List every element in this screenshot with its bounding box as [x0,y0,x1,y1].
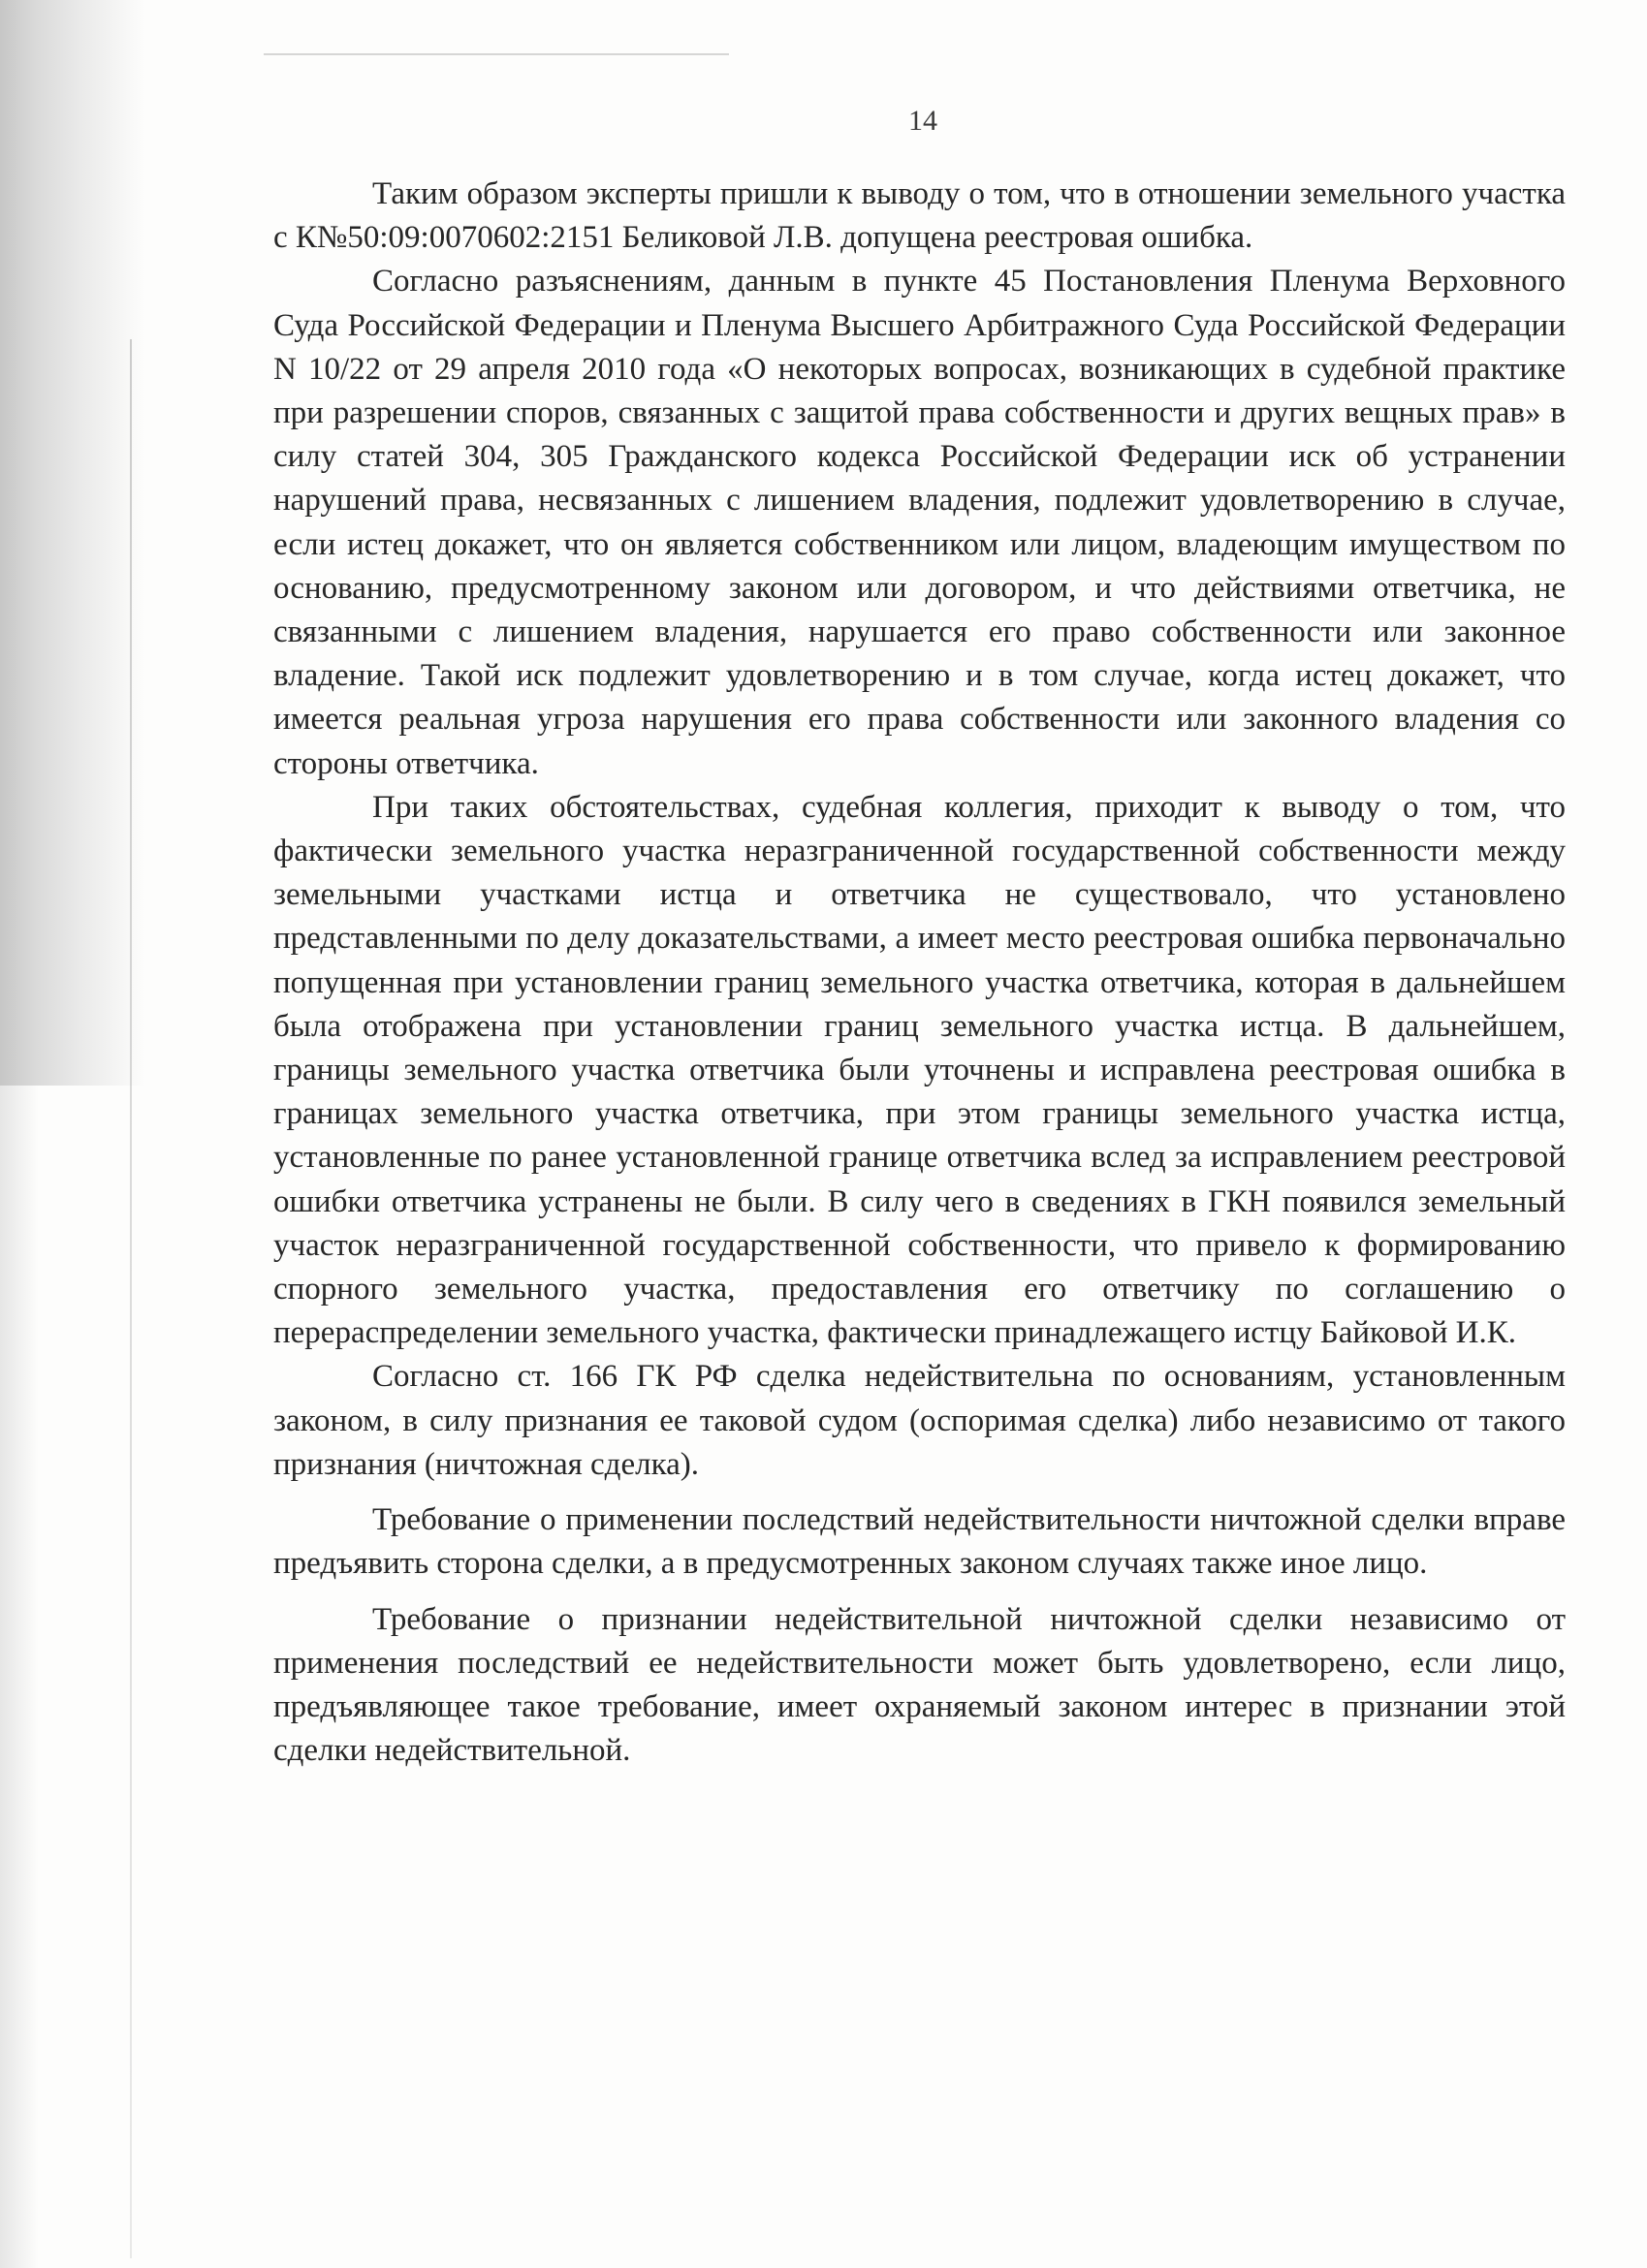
page-number: 14 [908,105,937,137]
paragraph-4: Согласно ст. 166 ГК РФ сделка недействительна по основаниям, установленным законом, в силу признания ее таковой судом (оспоримая сделка) либо независимо от такого признания (ничтожная сделка). [273,1359,1566,1482]
scan-edge-shadow [0,0,145,1086]
scan-margin-line [130,339,132,2258]
paragraph-1: Таким образом эксперты пришли к выводу о том, что в отношении земельного участка с К№50:09:0070602:2151 Беликовой Л.В. допущена реестровая ошибка. [273,176,1566,256]
paragraph-5: Требование о применении последствий недействительности ничтожной сделки вправе предъявить сторона сделки, а в предусмотренных законом случаях также иное лицо. [273,1502,1566,1582]
document-body [273,173,1566,1773]
top-rule [264,53,729,55]
paragraph-6: Требование о признании недействительной ничтожной сделки независимо от применения последствий ее недействительности может быть удовлетворено, если лицо, предъявляющее такое требование, имеет охраняемый законом интерес в признании этой сделки недействительной. [273,1601,1566,1769]
paragraph-2: Согласно разъяснениям, данным в пункте 45 Постановления Пленума Верховного Суда Российской Федерации и Пленума Высшего Арбитражного Суда Российской Федерации N 10/22 от 29 апреля 2010 года «О некоторых вопросах, возникающих в судебной практике при разрешении споров, связанных с защитой права собственности и других вещных прав» в силу статей 304, 305 Гражданского кодекса Российской Федерации иск об устранении нарушений права, несвязанных с лишением владения, подлежит удовлетворению в случае, если истец докажет, что он является собственником или лицом, владеющим имуществом по основанию, предусмотренному законом или договором, и что действиями ответчика, не связанными с лишением владения, нарушается его право собственности или законное владение. Такой иск подлежит удовлетворению и в том случае, когда истец докажет, что имеется реальная угроза нарушения его права собственности или законного владения со стороны ответчика. [273,264,1566,781]
paragraph-3: При таких обстоятельствах, судебная коллегия, приходит к выводу о том, что фактически земельного участка неразграниченной государственной собственности между земельными участками истца и ответчика не существовало, что установлено представленными по делу доказательствами, а имеет место реестровая ошибка первоначально попущенная при установлении границ земельного участка ответчика, которая в дальнейшем была отображена при установлении границ земельного участка истца. В дальнейшем, границы земельного участка ответчика были уточнены и исправлена реестровая ошибка в границах земельного участка ответчика, при этом границы земельного участка истца, установленные по ранее установленной границе ответчика вслед за исправлением реестровой ошибки ответчика устранены не были. В силу чего в сведениях в ГКН появился земельный участок неразграниченной государственной собственности, что привело к формированию спорного земельного участка, предоставления его ответчику по соглашению о перераспределении земельного участка, фактически принадлежащего истцу Байковой И.К. [273,789,1566,1351]
scan-edge-shadow-lower [0,1086,39,2268]
